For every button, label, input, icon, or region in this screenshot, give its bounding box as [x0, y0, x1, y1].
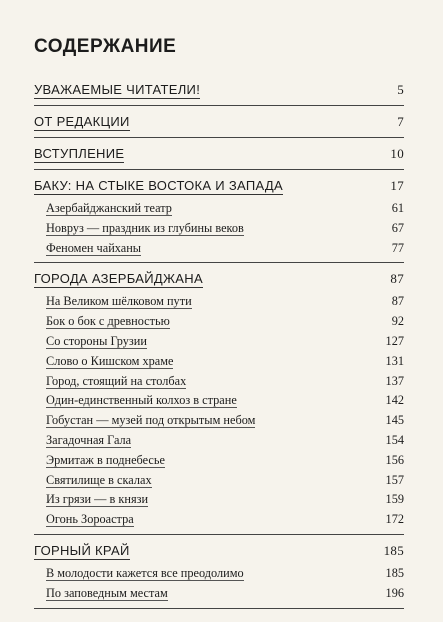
entry-title: Из грязи — в князи	[46, 492, 149, 507]
toc-entry[interactable]	[34, 564, 404, 584]
toc-section	[34, 535, 404, 609]
entry-title: Гобустан — музей под открытым небом	[46, 413, 256, 428]
entry-page-number: 145	[385, 413, 404, 428]
toc-section	[34, 74, 404, 106]
toc-entry[interactable]	[34, 372, 404, 392]
entry-page-number: 92	[391, 314, 404, 329]
entry-page-number: 156	[385, 452, 404, 467]
entry-page-number: 154	[385, 432, 404, 447]
section-page-number: 5	[397, 82, 404, 97]
toc-section	[34, 263, 404, 535]
section-page-number: 10	[390, 146, 404, 161]
toc-section-heading[interactable]	[34, 106, 404, 137]
entry-title: Эрмитаж в поднебесье	[46, 452, 165, 467]
entry-title: Азербайджанский театр	[46, 201, 172, 215]
section-title: ВСТУПЛЕНИЕ	[34, 146, 125, 161]
toc-subitems	[34, 197, 404, 262]
toc-entry[interactable]	[34, 451, 404, 471]
entry-title: Святилище в скалах	[46, 472, 152, 487]
page-title: СОДЕРЖАНИЕ	[34, 36, 177, 57]
entry-title: Новруз — праздник из глубины веков	[46, 220, 244, 235]
entry-title: Феномен чайханы	[46, 240, 142, 255]
entry-title: Загадочная Гала	[46, 432, 132, 447]
section-page-number: 87	[390, 271, 404, 287]
entry-title: Бок о бок с древностью	[46, 314, 170, 329]
section-title: ОТ РЕДАКЦИИ	[34, 114, 130, 129]
toc-entry[interactable]	[34, 584, 404, 604]
entry-title: По заповедным местам	[46, 585, 168, 600]
entry-page-number: 87	[391, 294, 404, 309]
toc-section-heading[interactable]	[34, 138, 404, 169]
toc-entry[interactable]	[34, 510, 404, 530]
section-page-number: 7	[397, 114, 404, 129]
toc-section-heading[interactable]	[34, 263, 404, 290]
entry-title: Огонь Зороастра	[46, 512, 134, 527]
entry-page-number: 127	[385, 333, 404, 348]
section-page-number: 185	[383, 542, 404, 558]
entry-title: Город, стоящий на столбах	[46, 373, 187, 388]
toc-entry[interactable]	[34, 431, 404, 451]
toc-subitems	[34, 290, 404, 534]
toc-entry[interactable]	[34, 411, 404, 431]
entry-page-number: 157	[385, 472, 404, 487]
toc-section	[34, 138, 404, 170]
section-page-number: 17	[390, 178, 404, 193]
section-title: ГОРОДА АЗЕРБАЙДЖАНА	[34, 271, 203, 287]
toc-entry[interactable]	[34, 219, 404, 239]
toc-entry[interactable]	[34, 471, 404, 491]
toc-section	[34, 170, 404, 263]
entry-page-number: 67	[391, 220, 404, 235]
entry-page-number: 196	[385, 585, 404, 600]
entry-page-number: 185	[385, 565, 404, 580]
entry-title: В молодости кажется все преодолимо	[46, 565, 244, 580]
table-of-contents	[34, 74, 404, 609]
entry-page-number: 131	[385, 353, 404, 368]
entry-page-number: 142	[385, 393, 404, 408]
entry-page-number: 159	[385, 492, 404, 507]
entry-title: Слово о Кишском храме	[46, 353, 174, 368]
toc-entry[interactable]	[34, 332, 404, 352]
entry-title: Со стороны Грузии	[46, 333, 147, 348]
toc-section-heading[interactable]	[34, 535, 404, 562]
section-title: УВАЖАЕМЫЕ ЧИТАТЕЛИ!	[34, 82, 201, 97]
toc-entry[interactable]	[34, 352, 404, 372]
toc-entry[interactable]	[34, 490, 404, 510]
entry-page-number: 77	[391, 240, 404, 255]
toc-section-heading[interactable]	[34, 170, 404, 197]
toc-entry[interactable]	[34, 239, 404, 259]
toc-entry[interactable]	[34, 292, 404, 312]
entry-title: На Великом шёлковом пути	[46, 294, 192, 309]
toc-section	[34, 106, 404, 138]
toc-subitems	[34, 562, 404, 608]
entry-page-number: 137	[385, 373, 404, 388]
section-title: ГОРНЫЙ КРАЙ	[34, 542, 130, 558]
section-title: БАКУ: НА СТЫКЕ ВОСТОКА И ЗАПАДА	[34, 178, 283, 193]
entry-page-number: 172	[385, 512, 404, 527]
entry-title: Один-единственный колхоз в стране	[46, 393, 237, 408]
entry-page-number: 61	[391, 201, 404, 215]
toc-entry[interactable]	[34, 199, 404, 219]
toc-section-heading[interactable]	[34, 74, 404, 105]
toc-entry[interactable]	[34, 312, 404, 332]
toc-entry[interactable]	[34, 391, 404, 411]
